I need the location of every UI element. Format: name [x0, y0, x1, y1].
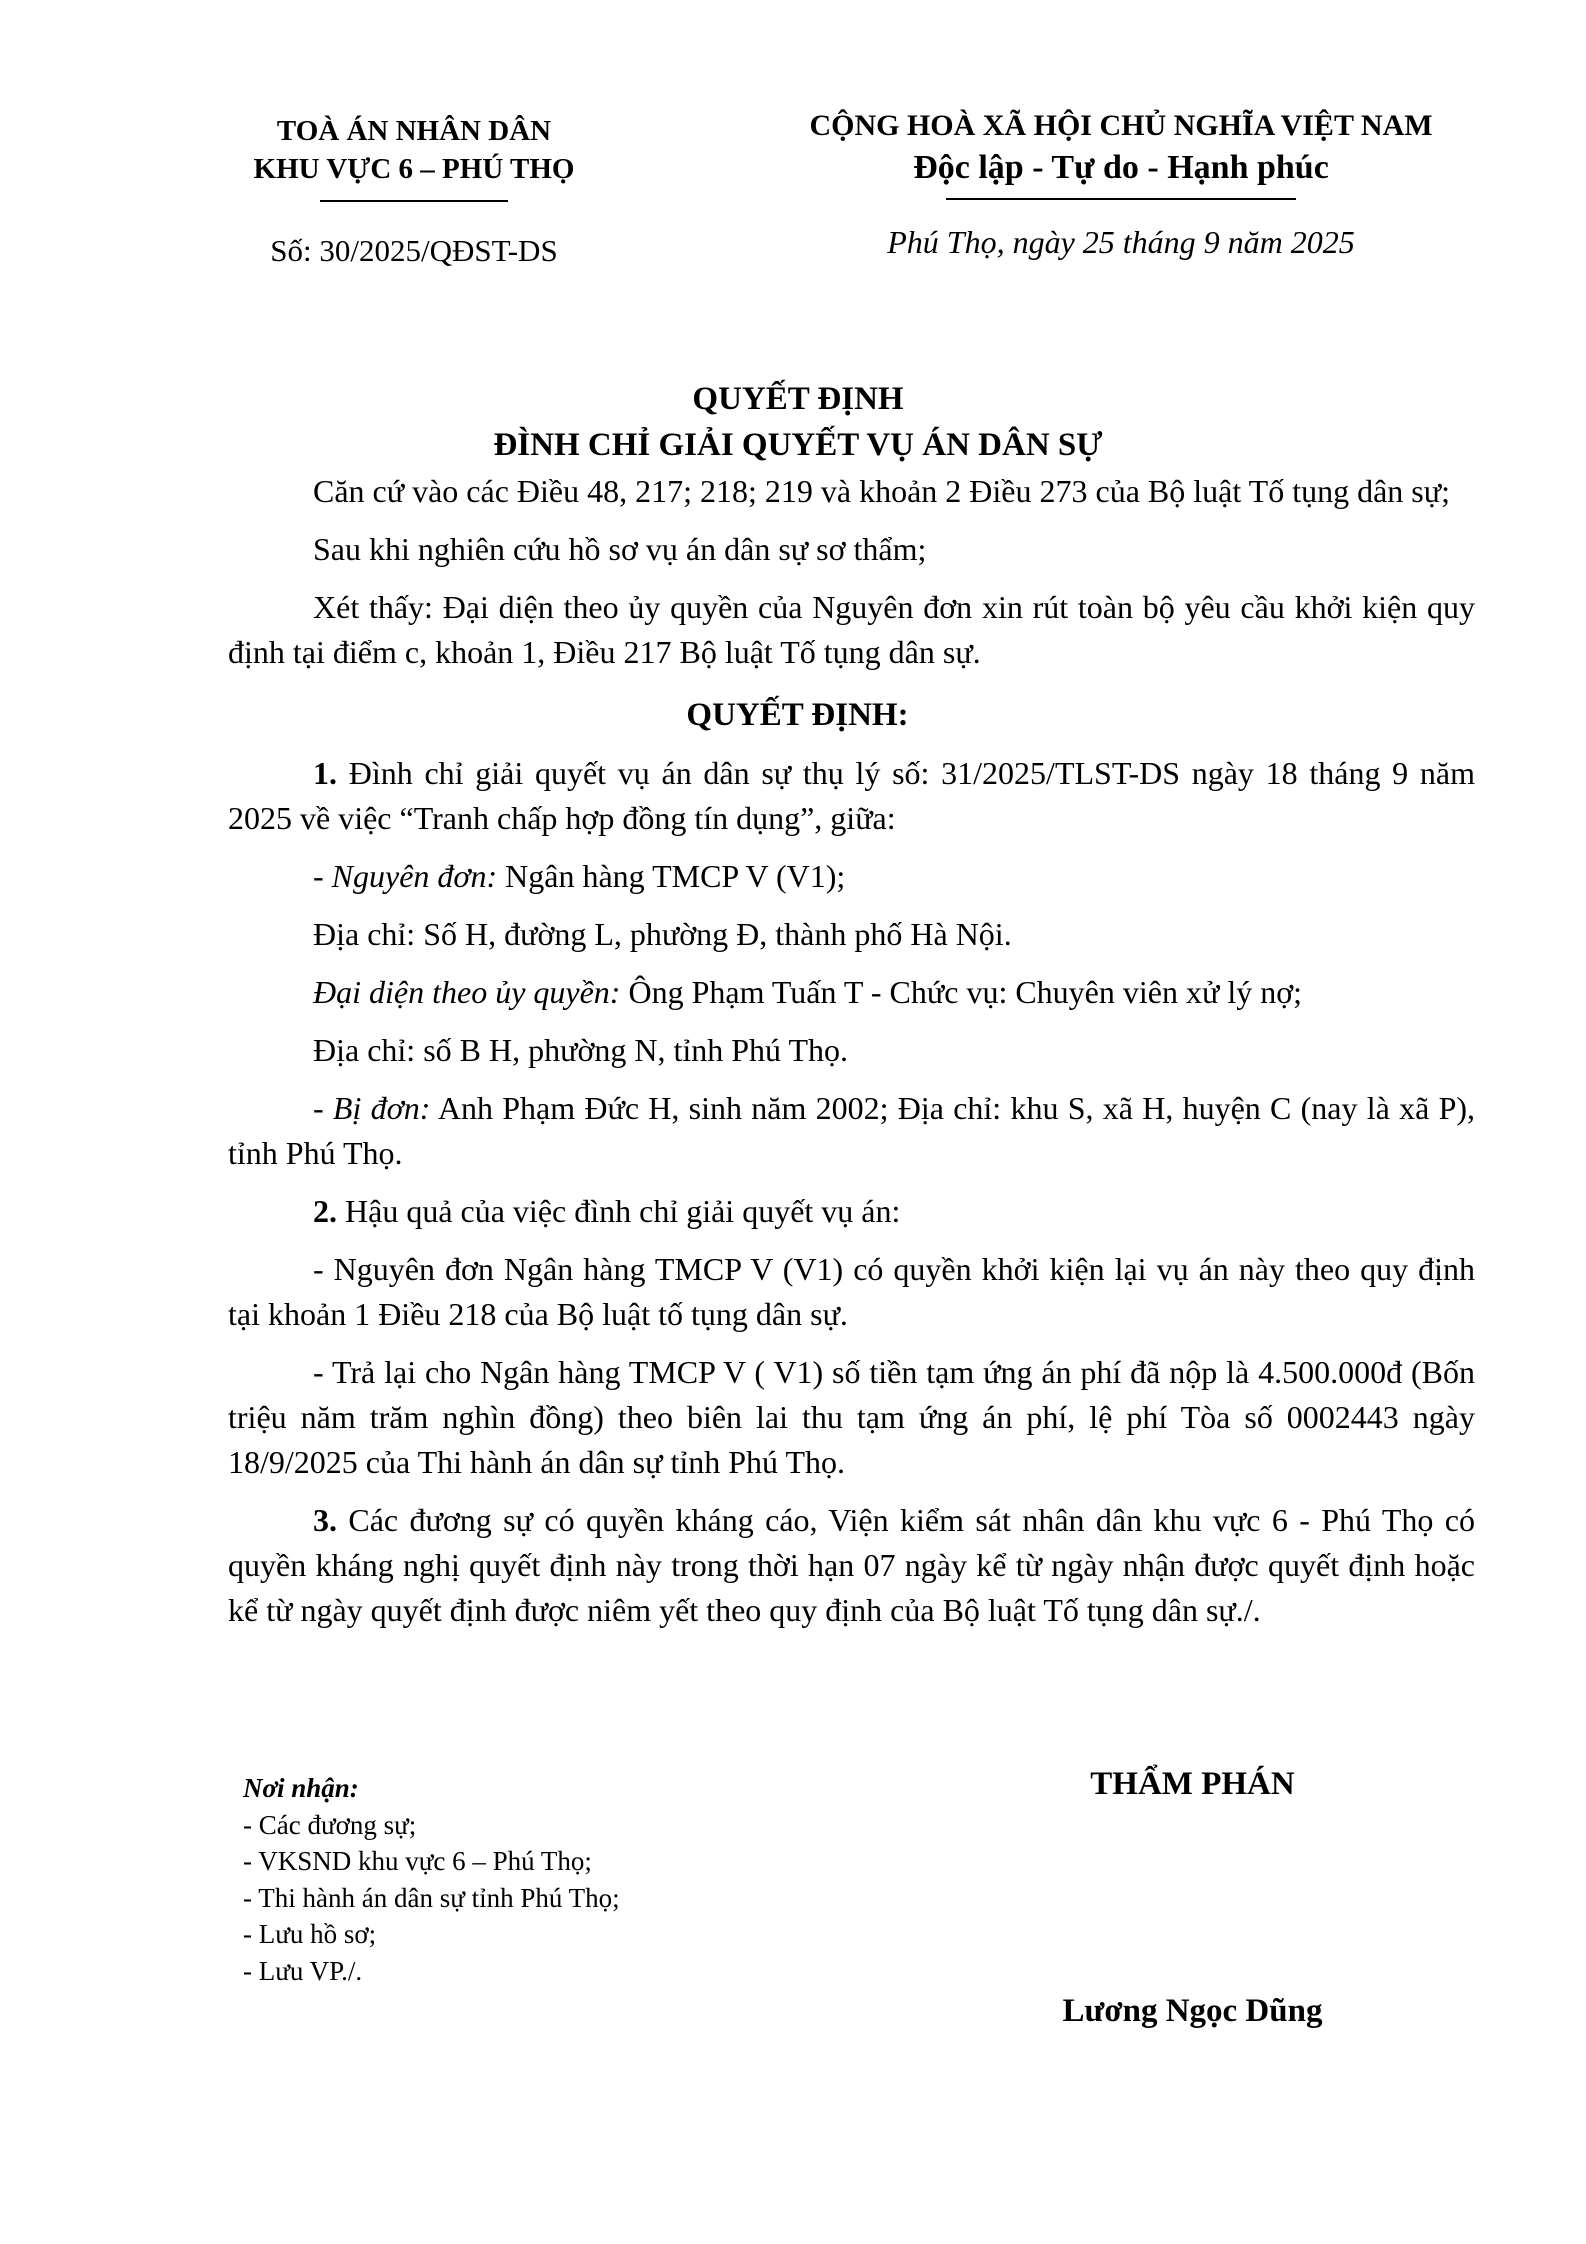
representative-line [228, 970, 1475, 1015]
decision-item-2 [228, 1189, 1475, 1234]
national-header-block [756, 106, 1486, 261]
decision-item-2b: - Trả lại cho Ngân hàng TMCP V ( V1) số tiền tạm ứng án phí đã nộp là 4.500.000đ (Bốn triệu năm trăm nghìn đồng) theo biên lai thu tạm ứng án phí, lệ phí Tòa số 0002443 ngày 18/9/2025 của Thi hành án dân sự tỉnh Phú Thọ. [228, 1354, 1475, 1480]
recipients-label: Nơi nhận: [243, 1773, 359, 1803]
signature-block [1000, 1763, 1385, 2030]
recipients-block [243, 1770, 620, 1989]
recipient-item: - Lưu VP./. [243, 1955, 363, 1986]
plaintiff-name: Ngân hàng TMCP V (V1); [497, 858, 846, 894]
decision-section-heading: QUYẾT ĐỊNH: [686, 697, 909, 733]
decision-item-3 [228, 1498, 1475, 1633]
judge-title: THẨM PHÁN [1090, 1766, 1295, 1802]
judge-name: Lương Ngọc Dũng [1062, 1993, 1323, 2029]
representative-address: Địa chỉ: số B H, phường N, tỉnh Phú Thọ. [313, 1032, 849, 1068]
representative-label: Đại diện theo ủy quyền: [313, 974, 621, 1010]
plaintiff-label: Nguyên đơn: [331, 858, 498, 894]
court-name-line2: KHU VỰC 6 – PHÚ THỌ [253, 153, 575, 185]
decision-item-3-text: Các đương sự có quyền kháng cáo, Viện kiểm sát nhân dân khu vực 6 - Phú Thọ có quyền kháng nghị quyết định này trong thời hạn 07 ngày kể từ ngày nhận được quyết định hoặc kể từ ngày quyết định được niêm yết theo quy định của Bộ luật Tố tụng dân sự./. [228, 1502, 1475, 1628]
national-header-rule [946, 198, 1296, 200]
decision-item-2-number: 2. [313, 1193, 337, 1229]
document-number: Số: 30/2025/QĐST-DS [270, 233, 558, 268]
representative-name: Ông Phạm Tuấn T - Chức vụ: Chuyên viên xử lý nợ; [620, 974, 1303, 1010]
document-title [228, 376, 1368, 468]
title-line1: QUYẾT ĐỊNH [692, 381, 904, 417]
decision-item-1-text: Đình chỉ giải quyết vụ án dân sự thụ lý số: 31/2025/TLST-DS ngày 18 tháng 9 năm 2025 về việc “Tranh chấp hợp đồng tín dụng”, giữa: [228, 755, 1475, 836]
decision-item-3-number: 3. [313, 1502, 337, 1538]
recipient-item: - Các đương sự; [243, 1809, 417, 1840]
court-name-line1: TOÀ ÁN NHÂN DÂN [276, 115, 552, 147]
place-date-line: Phú Thọ, ngày 25 tháng 9 năm 2025 [887, 224, 1355, 260]
decision-item-2a: - Nguyên đơn Ngân hàng TMCP V (V1) có quyền khởi kiện lại vụ án này theo quy định tại khoản 1 Điều 218 của Bộ luật tố tụng dân sự. [228, 1251, 1475, 1332]
preamble-basis: Căn cứ vào các Điều 48, 217; 218; 219 và khoản 2 Điều 273 của Bộ luật Tố tụng dân sự; [313, 473, 1450, 509]
recipient-item: - Thi hành án dân sự tỉnh Phú Thọ; [243, 1882, 620, 1913]
defendant-dash: - [313, 1090, 333, 1126]
preamble-review: Sau khi nghiên cứu hồ sơ vụ án dân sự sơ thẩm; [313, 531, 927, 567]
decision-item-1-number: 1. [313, 755, 337, 791]
document-body [228, 469, 1475, 1633]
national-motto-line: Độc lập - Tự do - Hạnh phúc [913, 149, 1329, 186]
defendant-label: Bị đơn: [332, 1090, 431, 1126]
recipient-item: - Lưu hồ sơ; [243, 1919, 377, 1949]
decision-item-2-text: Hậu quả của việc đình chỉ giải quyết vụ án: [337, 1193, 901, 1229]
title-line2: ĐÌNH CHỈ GIẢI QUYẾT VỤ ÁN DÂN SỰ [493, 427, 1103, 463]
plaintiff-line [228, 854, 1475, 899]
preamble-finding: Xét thấy: Đại diện theo ủy quyền của Nguyên đơn xin rút toàn bộ yêu cầu khởi kiện quy định tại điểm c, khoản 1, Điều 217 Bộ luật Tố tụng dân sự. [228, 589, 1475, 670]
decision-item-1 [228, 751, 1475, 841]
defendant-line [228, 1086, 1475, 1176]
defendant-name: Anh Phạm Đức H, sinh năm 2002; Địa chỉ: khu S, xã H, huyện C (nay là xã P), tỉnh Phú Thọ. [228, 1090, 1476, 1171]
court-header-block [238, 112, 590, 270]
plaintiff-dash: - [313, 858, 332, 894]
national-name-line: CỘNG HOÀ XÃ HỘI CHỦ NGHĨA VIỆT NAM [809, 109, 1433, 142]
plaintiff-address: Địa chỉ: Số H, đường L, phường Đ, thành phố Hà Nội. [313, 916, 1012, 952]
recipient-item: - VKSND khu vực 6 – Phú Thọ; [243, 1846, 592, 1876]
court-header-rule [320, 200, 508, 202]
